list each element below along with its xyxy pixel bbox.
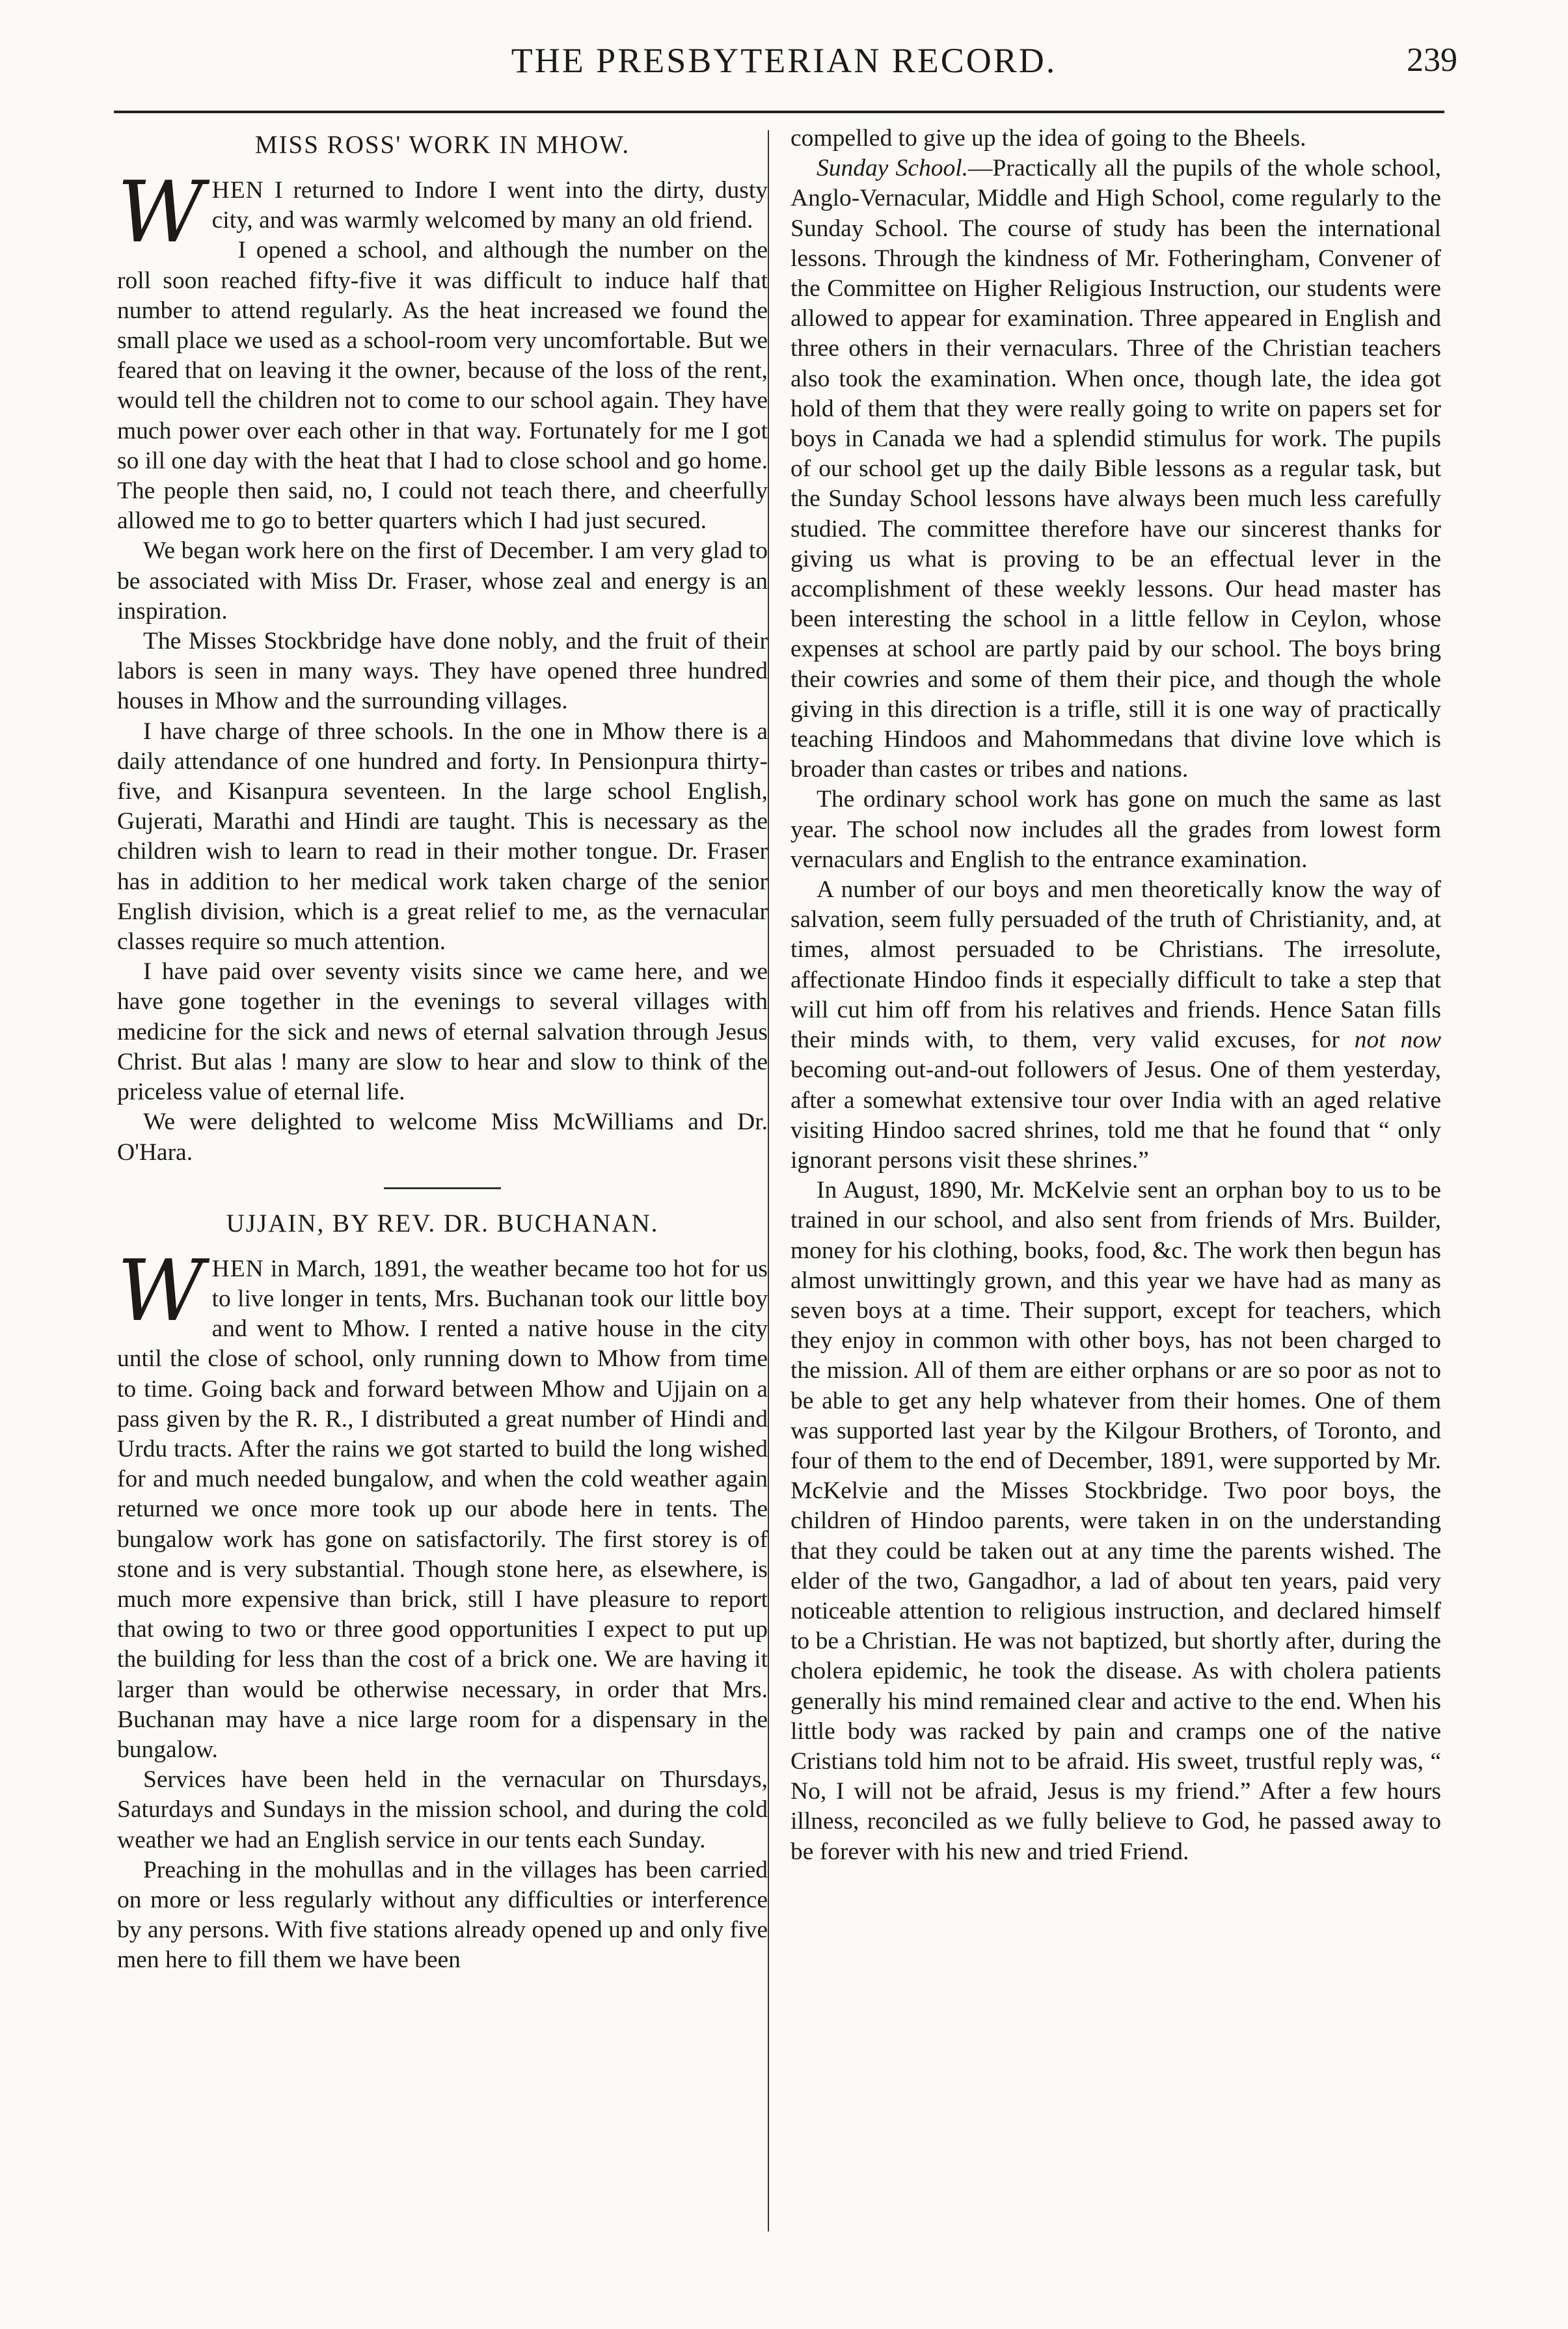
drop-cap: W [117, 1241, 204, 1340]
lead-word: HEN [211, 177, 264, 204]
article-paragraph [791, 154, 1441, 785]
drop-cap: W [117, 163, 204, 262]
article-paragraph: Preaching in the mohullas and in the villages has been carried on more or less regularly without any difficulties or interference by any persons. With five stations already opened up and only five men here to fill them we have been [117, 1856, 768, 1974]
header-rule [114, 111, 1444, 113]
article-title-ujjain: UJJAIN, BY REV. DR. BUCHANAN. [226, 1209, 659, 1237]
paragraph-text: becoming out-and-out followers of Jesus. One of them yesterday, after a somewhat extensive tour over India with an aged relative visiting Hindoo sacred shrines, told me that he found that “ only ignorant persons visit these shrines.” [791, 1057, 1441, 1174]
paragraph-text: I returned to Indore I went into the dirty, dusty city, and was warmly welcomed by many an old friend. [211, 177, 768, 234]
lead-word: HEN [211, 1255, 264, 1282]
article-paragraph: I have paid over seventy visits since we came here, and we have gone together in the evenings to several villages with medicine for the sick and news of eternal salvation through Jesus Christ. But alas ! many are slow to hear and slow to think of the priceless value of eternal life. [117, 958, 768, 1106]
article-title-miss-ross: MISS ROSS' WORK IN MHOW. [254, 131, 630, 159]
article-paragraph [117, 163, 768, 262]
right-column [791, 124, 1441, 1867]
section-divider [384, 1187, 501, 1189]
page-header [111, 36, 1457, 88]
article-paragraph [117, 1241, 768, 1765]
section-label: Sunday School. [817, 155, 969, 182]
paragraph-text: A number of our boys and men theoretically know the way of salvation, seem fully persuaded of the truth of Christianity, and, at times, almost persuaded to be Christians. The irresolute, affectionate Hindoo finds it especially difficult to take a step that will cut him off from his relatives and friends. Hence Satan fills their minds with, to them, very valid excuses, for [791, 876, 1441, 1054]
article-paragraph: compelled to give up the idea of going to the Bheels. [791, 125, 1306, 152]
column-divider [768, 130, 769, 2231]
article-paragraph: We were delighted to welcome Miss McWilliams and Dr. O'Hara. [117, 1109, 768, 1166]
running-title: THE PRESBYTERIAN RECORD. [511, 41, 1057, 80]
article-paragraph: I opened a school, and although the number on the roll soon reached fifty-five it was difficult to induce half that number to attend regularly. As the heat increased we found the small place we used as a school-room very uncomfortable. But we feared that on leaving it the owner, because of the loss of the rent, would tell the children not to come to our school again. They have much power over each other in that way. Fortunately for me I got so ill one day with the heat that I had to close school and go home. The people then said, no, I could not teach there, and cheerfully allowed me to go to better quarters which I had just secured. [117, 237, 768, 535]
article-paragraph: The ordinary school work has gone on much the same as last year. The school now includes all the grades from lowest form vernaculars and English to the entrance examination. [791, 786, 1441, 873]
article-paragraph: Services have been held in the vernacular on Thursdays, Saturdays and Sundays in the mission school, and during the cold weather we had an English service in our tents each Sunday. [117, 1766, 768, 1853]
article-paragraph [791, 875, 1441, 1176]
article-paragraph: We began work here on the first of December. I am very glad to be associated with Miss Dr. Fraser, whose zeal and energy is an inspiration. [117, 537, 768, 625]
paragraph-text: —Practically all the pupils of the whole school, Anglo-Vernacular, Middle and High School, come regularly to the Sunday School. The course of study has been the international lessons. Through the kindness of Mr. Fotheringham, Convener of the Committee on Higher Religious Instruction, our students were allowed to appear for examination. Three appeared in English and three others in their vernaculars. Three of the Christian teachers also took the examination. When once, though late, the idea got hold of them that they were really going to write on papers set for boys in Canada we had a splendid stimulus for work. The pupils of our school get up the daily Bible lessons as a regular task, but the Sunday School lessons have always been much less carefully studied. The committee therefore have our sincerest thanks for giving us what is proving to be an effectual lever in the accomplishment of these weekly lessons. Our head master has been interesting the school in a little fellow in Ceylon, whose expenses at school are partly paid by our school. The boys bring their cowries and some of them their pice, and though the whole giving in this direction is a trifle, still it is one way of practically teaching Hindoos and Mahommedans that divine love which is broader than castes or tribes and nations. [791, 155, 1441, 783]
emphasis-text: not now [1354, 1027, 1441, 1054]
article-paragraph: The Misses Stockbridge have done nobly, and the fruit of their labors is seen in many ways. They have opened three hundred houses in Mhow and the surrounding villages. [117, 628, 768, 715]
article-paragraph: In August, 1890, Mr. McKelvie sent an orphan boy to us to be trained in our school, and also sent from friends of Mrs. Builder, money for his clothing, books, food, &c. The work then begun has almost unwittingly grown, and this year we have had as many as seven boys at a time. Their support, except for teachers, which they enjoy in common with other boys, has not been charged to the mission. All of them are either orphans or are so poor as not to be able to get any help whatever from their homes. One of them was supported last year by the Kilgour Brothers, of Toronto, and four of them to the end of December, 1891, were supported by Mr. McKelvie and the Misses Stockbridge. Two poor boys, the children of Hindoo parents, were taken in on the understanding that they could be taken out at any time the parents wished. The elder of the two, Gangadhor, a lad of about ten years, paid very noticeable attention to religious instruction, and declared himself to be a Christian. He was not baptized, but shortly after, during the cholera epidemic, he took the disease. As with cholera patients generally his mind remained clear and active to the end. When his little body was racked by pain and cramps one of the native Cristians told him not to be afraid. His sweet, trustful reply was, “ No, I will not be afraid, Jesus is my friend.” After a few hours illness, reconciled as we fully believe to God, he passed away to be forever with his new and tried Friend. [791, 1177, 1441, 1865]
page-number: 239 [1407, 42, 1457, 79]
left-column [117, 124, 768, 1976]
paragraph-text: in March, 1891, the weather became too hot for us to live longer in tents, Mrs. Buchanan took our little boy and went to Mhow. I rented a native house in the city until the close of school, only running down to Mhow from time to time. Going back and forward between Mhow and Ujjain on a pass given by the R. R., I distributed a great number of Hindi and Urdu tracts. After the rains we got started to build the long wished for and much needed bungalow, and when the cold weather again returned we once more took up our abode here in tents. The bungalow work has gone on satisfactorily. The first storey is of stone and is very substantial. Though stone here, as elsewhere, is much more expensive than brick, still I have pleasure to report that owing to two or three good opportunities I expect to put up the building for less than the cost of a brick one. We are having it larger than would be otherwise necessary, in order that Mrs. Buchanan may have a nice large room for a dispensary in the bungalow. [117, 1255, 768, 1763]
article-paragraph: I have charge of three schools. In the one in Mhow there is a daily attendance of one hundred and forty. In Pensionpura thirty-five, and Kisanpura seventeen. In the large school English, Gujerati, Marathi and Hindi are taught. This is necessary as the children wish to learn to read in their mother tongue. Dr. Fraser has in addition to her medical work taken charge of the senior English division, which is a great relief to me, as the vernacular classes require so much attention. [117, 718, 768, 956]
